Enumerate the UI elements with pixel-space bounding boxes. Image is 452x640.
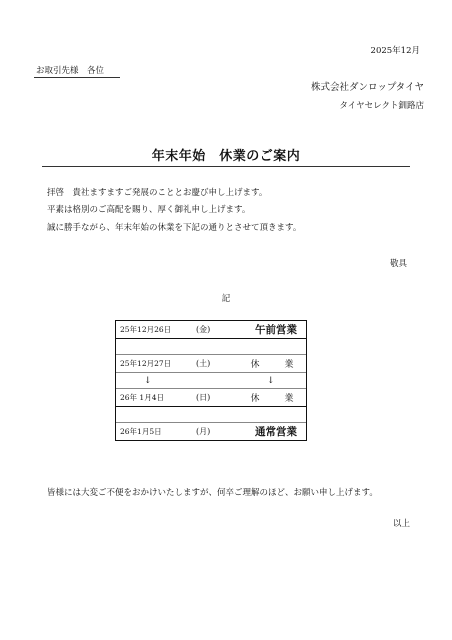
schedule-row-closed-end (116, 389, 306, 407)
ki-marker: 記 (221, 294, 231, 304)
closing-keigu: 敬具 (389, 259, 407, 269)
schedule-row-regular (116, 423, 306, 440)
schedule-status: 通常営業 (255, 426, 297, 438)
schedule-row-closed-start (116, 355, 306, 373)
schedule-row-half-day (116, 321, 306, 339)
schedule-spacer-row (116, 339, 306, 355)
title-underline (42, 166, 410, 167)
schedule-arrow-row (116, 373, 306, 389)
schedule-date: 25年12月26日 (120, 325, 172, 334)
addressee-underline (34, 77, 120, 78)
branch-name: タイヤセレクト釧路店 (339, 101, 424, 111)
thanks-line: 平素は格別のご高配を賜り、厚く御礼申し上げます。 (47, 205, 251, 215)
schedule-weekday: (金) (196, 325, 211, 334)
document-title: 年末年始 休業のご案内 (151, 149, 301, 164)
announcement-line: 誠に勝手ながら、年末年始の休業を下記の通りとさせて頂きます。 (47, 223, 302, 233)
addressee: お取引先様 各位 (36, 66, 105, 76)
schedule-date: 26年1月5日 (120, 427, 162, 436)
apology-notice: 皆様には大変ご不便をおかけいたしますが、何卒ご理解のほど、お願い申し上げます。 (47, 488, 378, 498)
company-name: 株式会社ダンロップタイヤ (310, 82, 424, 93)
schedule-status: 午前営業 (255, 324, 297, 336)
schedule-date: 25年12月27日 (120, 359, 172, 368)
document-date: 2025年12月 (370, 46, 420, 56)
schedule-weekday: (土) (196, 359, 211, 368)
schedule-status: 休 業 (250, 394, 302, 404)
schedule-spacer-row (116, 407, 306, 423)
schedule-weekday: (月) (196, 427, 211, 436)
holiday-schedule-table (115, 320, 307, 441)
arrow-down-icon: ↓ (267, 375, 275, 386)
schedule-weekday: (日) (196, 393, 211, 402)
greeting-line: 拝啓 貴社ますますご発展のこととお慶び申し上げます。 (47, 188, 268, 198)
schedule-date: 26年 1月4日 (120, 393, 164, 402)
arrow-down-icon: ↓ (144, 375, 152, 386)
schedule-status: 休 業 (250, 360, 302, 370)
closing-ijou: 以上 (392, 519, 410, 529)
